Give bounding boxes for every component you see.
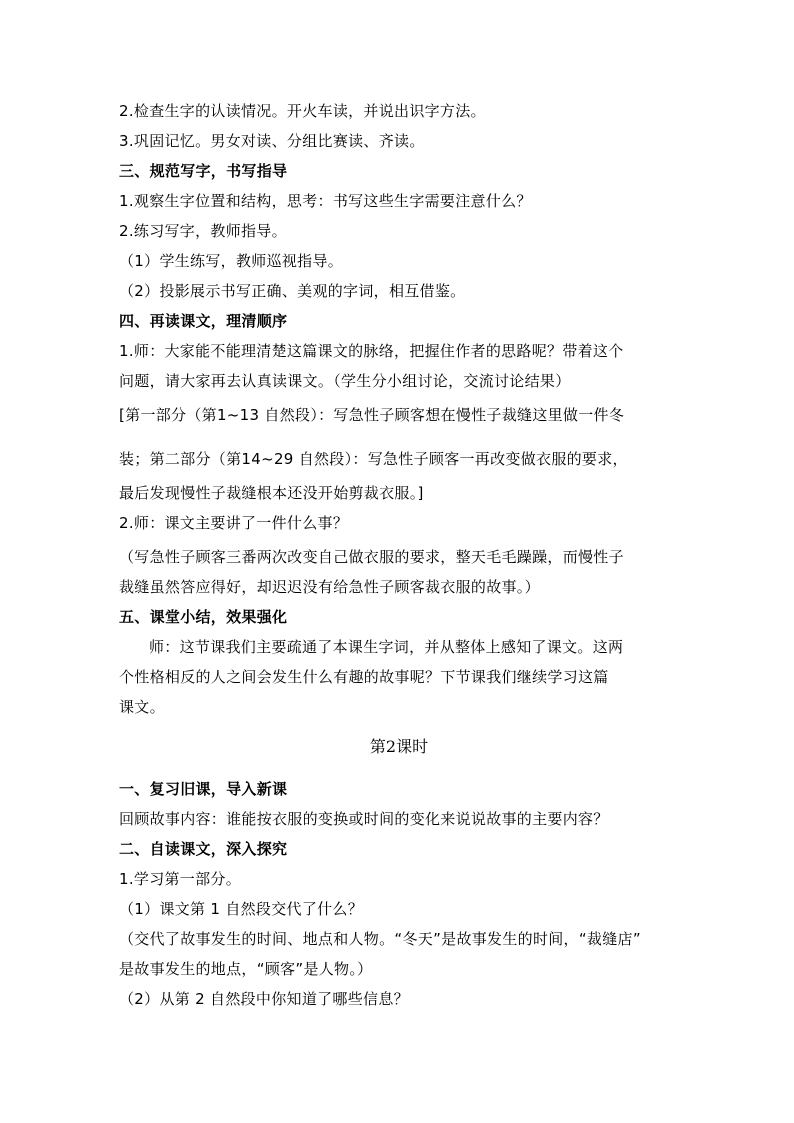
step-observe-characters: 1.观察生字位置和结构，思考：书写这些生字需要注意什么？ — [119, 192, 532, 210]
sub-step-projection-display: （2）投影展示书写正确、美观的字词，相互借鉴。 — [119, 282, 466, 300]
paragraph-structure-line2: 装；第二部分（第14~29 自然段）：写急性子顾客一再改变做衣服的要求， — [119, 450, 628, 468]
paragraph-answer-line2: 是故事发生的地点，“顾客”是人物。） — [119, 960, 373, 978]
paragraph-teacher-question-line1: 1.师：大家能不能理清楚这篇课文的脉络，把握住作者的思路呢？带着这个 — [119, 342, 624, 360]
paragraph-main-content-answer-line1: （写急性子顾客三番两次改变自己做衣服的要求，整天毛毛躁躁，而慢性子 — [119, 548, 624, 566]
paragraph-summary-line1: 师：这节课我们主要疏通了本课生字词，并从整体上感知了课文。这两 — [149, 638, 624, 656]
paragraph-teacher-question-line2: 问题，请大家再去认真读课文。（学生分小组讨论，交流讨论结果） — [119, 372, 571, 390]
document-page — [119, 96, 679, 1014]
section-heading-review: 一、复习旧课，导入新课 — [119, 780, 288, 798]
step-consolidate-memory: 3.巩固记忆。男女对读、分组比赛读、齐读。 — [119, 132, 425, 150]
sub-step-paragraph-two-question: （2）从第 2 自然段中你知道了哪些信息？ — [119, 990, 409, 1008]
sub-step-paragraph-one-question: （1）课文第 1 自然段交代了什么？ — [119, 900, 364, 918]
paragraph-summary-line3: 课文。 — [119, 698, 165, 716]
step-study-part-one: 1.学习第一部分。 — [119, 870, 242, 888]
paragraph-structure-line3: 最后发现慢性子裁缝根本还没开始剪裁衣服。] — [119, 484, 424, 502]
paragraph-structure-line1: [第一部分（第1~13 自然段）：写急性子顾客想在慢性子裁缝这里做一件冬 — [119, 406, 625, 424]
paragraph-answer-line1: （交代了故事发生的时间、地点和人物。“冬天”是故事发生的时间，“裁缝店” — [119, 930, 641, 948]
section-heading-reread: 四、再读课文，理清顺序 — [119, 312, 288, 330]
paragraph-review-question: 回顾故事内容：谁能按衣服的变换或时间的变化来说说故事的主要内容？ — [119, 810, 609, 828]
section-heading-self-study: 二、自读课文，深入探究 — [119, 840, 288, 858]
step-check-reading: 2.检查生字的认读情况。开火车读，并说出识字方法。 — [119, 102, 486, 120]
sub-step-student-practice: （1）学生练写，教师巡视指导。 — [119, 252, 344, 270]
section-heading-writing: 三、规范写字，书写指导 — [119, 162, 288, 180]
section-heading-summary: 五、课堂小结，效果强化 — [119, 608, 288, 626]
step-practice-writing: 2.练习写字，教师指导。 — [119, 222, 287, 240]
step-main-content-question: 2.师：课文主要讲了一件什么事？ — [119, 514, 349, 532]
paragraph-main-content-answer-line2: 裁缝虽然答应得好，却迟迟没有给急性子顾客裁衣服的故事。） — [119, 578, 540, 596]
lesson-title: 第2课时 — [369, 737, 429, 756]
paragraph-summary-line2: 个性格相反的人之间会发生什么有趣的故事呢？下节课我们继续学习这篇 — [119, 668, 609, 686]
